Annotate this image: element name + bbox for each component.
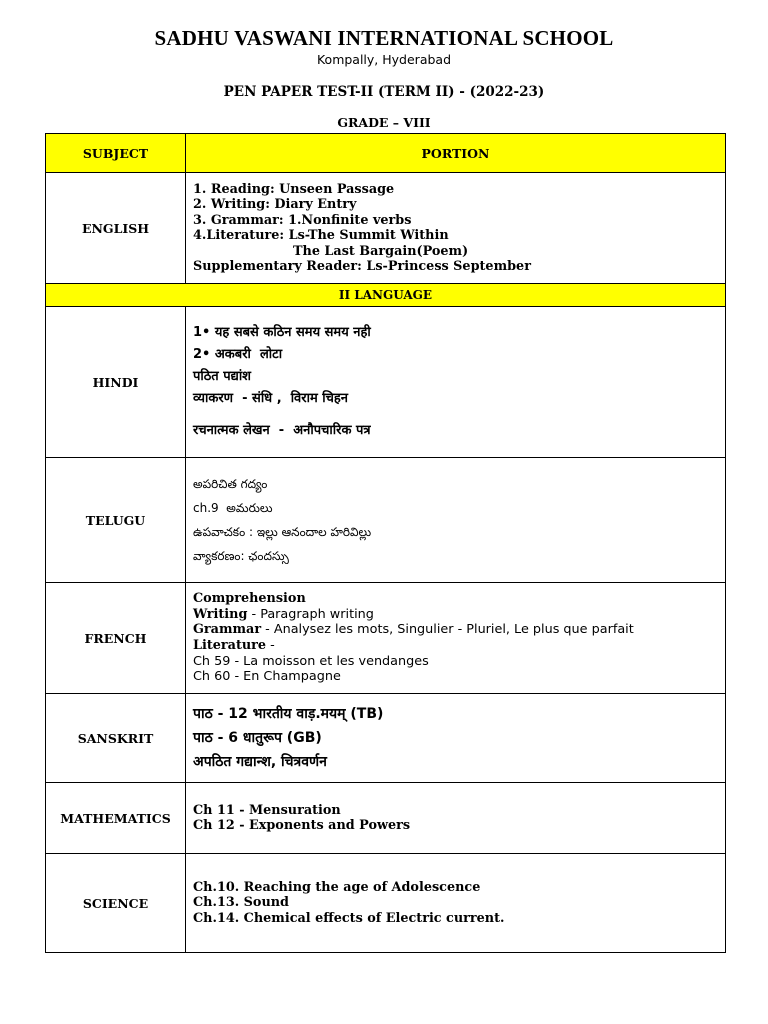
portion-mathematics (186, 783, 726, 854)
portion-line: रचनात्मक लेखन - अनौपचारिक पत्र (193, 423, 371, 438)
portion-line: Ch.14. Chemical effects of Electric current. (193, 910, 505, 926)
portion-line: The Last Bargain(Poem) (293, 243, 469, 259)
table-row (46, 458, 726, 583)
portion-line: Ch.13. Sound (193, 895, 289, 911)
portion-text: - Analysez les mots, Singulier - Pluriel, Le plus que parfait (261, 622, 634, 638)
subject-telugu: TELUGU (46, 458, 186, 583)
portion-line: 1. Reading: Unseen Passage (193, 181, 395, 197)
portion-text: - (266, 638, 275, 653)
portion-line: వ్యాకరణం: ఛందస్సు (193, 549, 289, 563)
table-row (46, 694, 726, 783)
section-row (46, 284, 726, 307)
table-row (46, 854, 726, 953)
portion-line: अपठित गद्यान्श, चित्रवर्णन (193, 754, 327, 770)
subject-mathematics: MATHEMATICS (46, 783, 186, 854)
school-name: SADHU VASWANI INTERNATIONAL SCHOOL (154, 26, 614, 50)
portion-line: Ch 59 - La moisson et les vendanges (193, 653, 429, 669)
school-location: Kompally, Hyderabad (316, 52, 452, 67)
portion-line: Ch 60 - En Champagne (193, 669, 341, 685)
portion-english (186, 173, 726, 284)
table-row (46, 307, 726, 458)
portion-sanskrit (186, 694, 726, 783)
portion-line: ఉపవాచకం : ఇల్లు ఆనందాల హరివిల్లు (193, 525, 372, 539)
portion-line: पठित पद्यांश (193, 369, 252, 384)
portion-line: అపరిచిత గద్యం (193, 477, 268, 491)
portion-line: ch.9 అమరులు (193, 501, 273, 515)
portion-line: 1• यह सबसे कठिन समय समय नही (193, 325, 371, 340)
table-row (46, 173, 726, 284)
portion-label: Writing (193, 606, 248, 622)
portion-telugu (186, 458, 726, 583)
portion-line: Ch 12 - Exponents and Powers (193, 818, 411, 833)
subject-english: ENGLISH (46, 173, 186, 284)
second-language-heading: II LANGUAGE (46, 284, 726, 307)
subject-sanskrit: SANSKRIT (46, 694, 186, 783)
portion-line: Supplementary Reader: Ls-Princess September (193, 259, 531, 274)
portion-label: Literature (193, 638, 267, 653)
subject-science: SCIENCE (46, 854, 186, 953)
portion-line: Ch 11 - Mensuration (193, 802, 341, 818)
grade-label: GRADE – VIII (337, 115, 431, 130)
table-row (46, 583, 726, 694)
portion-line: पाठ - 6 धातुरूप (GB) (193, 730, 322, 746)
subject-hindi: HINDI (46, 307, 186, 458)
table-header-row (46, 134, 726, 173)
portion-line: पाठ - 12 भारतीय वाड़.मयम् (TB) (193, 706, 384, 722)
portion-line: Comprehension (193, 590, 306, 606)
test-title: PEN PAPER TEST-II (TERM II) - (2022-23) (223, 84, 545, 100)
portion-hindi (186, 307, 726, 458)
portion-line: व्याकरण - संधि , विराम चिहन (193, 391, 349, 406)
subject-column-header: SUBJECT (46, 134, 186, 173)
portion-line: Ch.10. Reaching the age of Adolescence (193, 879, 481, 895)
portion-french (186, 583, 726, 694)
portion-line: 3. Grammar: 1.Nonfinite verbs (193, 212, 412, 228)
table-row (46, 783, 726, 854)
portion-line: 2. Writing: Diary Entry (193, 197, 357, 212)
portion-column-header: PORTION (186, 134, 726, 173)
syllabus-table (45, 133, 726, 953)
portion-line: 4.Literature: Ls-The Summit Within (193, 228, 449, 243)
portion-label: Grammar (193, 622, 262, 638)
portion-line: 2• अकबरी लोटा (193, 347, 283, 362)
portion-science (186, 854, 726, 953)
subject-french: FRENCH (46, 583, 186, 694)
portion-text: - Paragraph writing (247, 606, 374, 622)
